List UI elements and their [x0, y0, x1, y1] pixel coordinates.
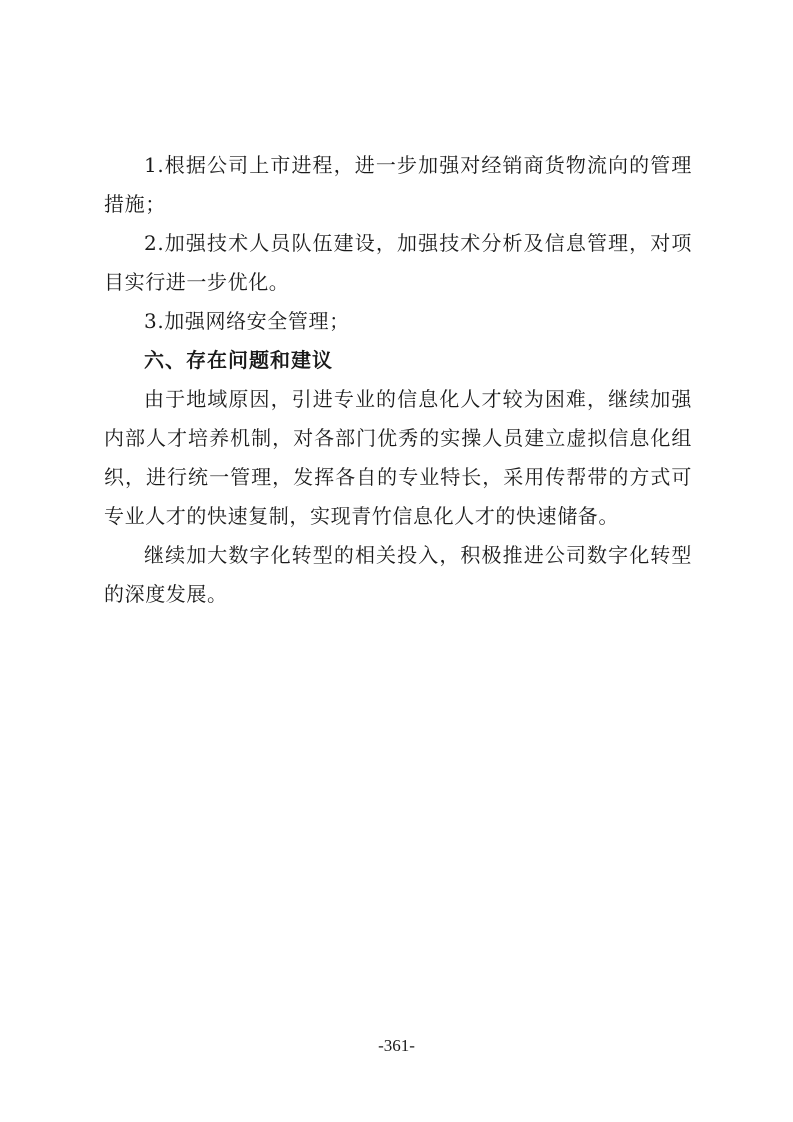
body-paragraph-2: 继续加大数字化转型的相关投入，积极推进公司数字化转型的深度发展。	[104, 543, 692, 606]
measure-item-1: 1.根据公司上市进程，进一步加强对经销商货物流向的管理措施；	[104, 153, 692, 216]
section-heading: 六、存在问题和建议	[144, 348, 333, 372]
measure-item-3: 3.加强网络安全管理；	[144, 309, 350, 333]
page-number: -361-	[378, 1036, 415, 1055]
measure-item-2: 2.加强技术人员队伍建设，加强技术分析及信息管理，对项目实行进一步优化。	[104, 231, 692, 294]
document-body	[104, 146, 692, 614]
body-paragraph-1: 由于地域原因，引进专业的信息化人才较为困难，继续加强内部人才培养机制，对各部门优秀的实操人员建立虚拟信息化组织，进行统一管理，发挥各自的专业特长，采用传帮带的方式可专业人才的快速复制，实现青竹信息化人才的快速储备。	[104, 387, 692, 528]
